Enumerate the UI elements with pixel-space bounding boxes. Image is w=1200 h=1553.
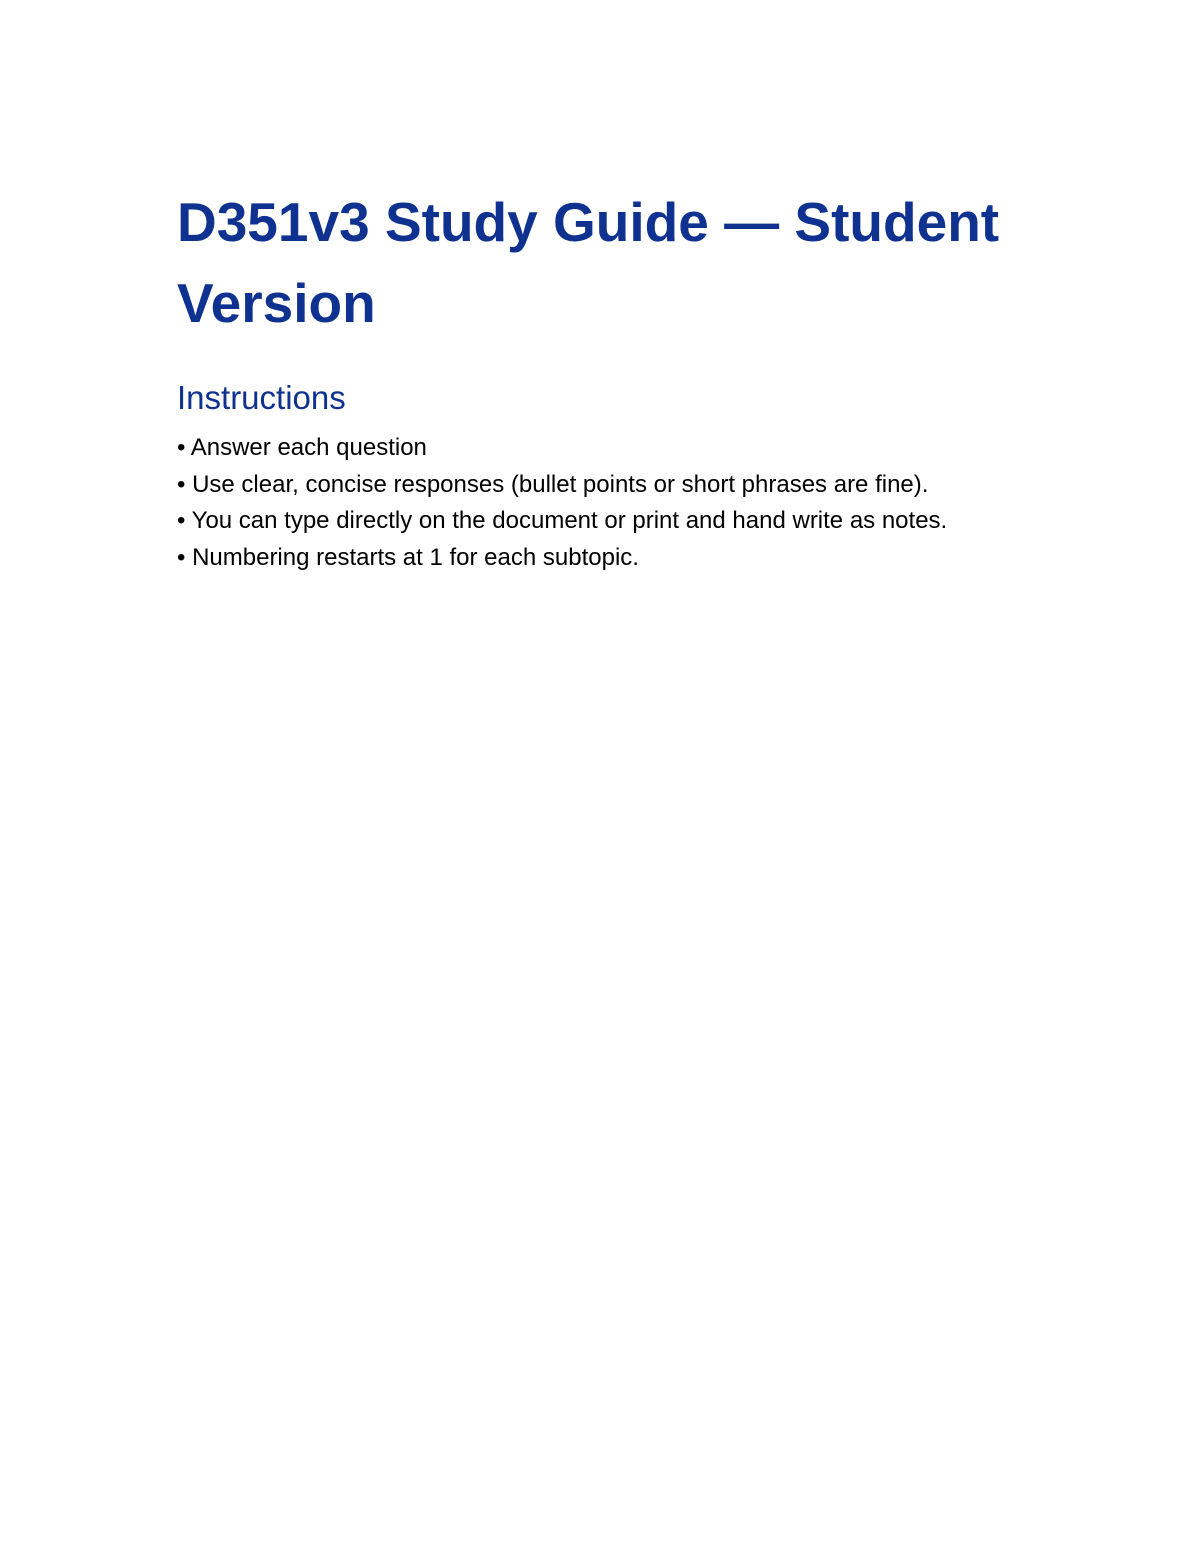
- instruction-item-responses: • Use clear, concise responses (bullet points or short phrases are fine).: [177, 470, 929, 498]
- document-title: D351v3 Study Guide — Student Version: [177, 191, 1000, 334]
- instructions-list: [177, 430, 1007, 576]
- instructions-heading: Instructions: [177, 379, 346, 416]
- instruction-item-answer: • Answer each question: [177, 434, 427, 461]
- instruction-item-numbering: • Numbering restarts at 1 for each subtopic.: [177, 543, 639, 571]
- instruction-item-typing: • You can type directly on the document or print and hand write as notes.: [177, 507, 948, 534]
